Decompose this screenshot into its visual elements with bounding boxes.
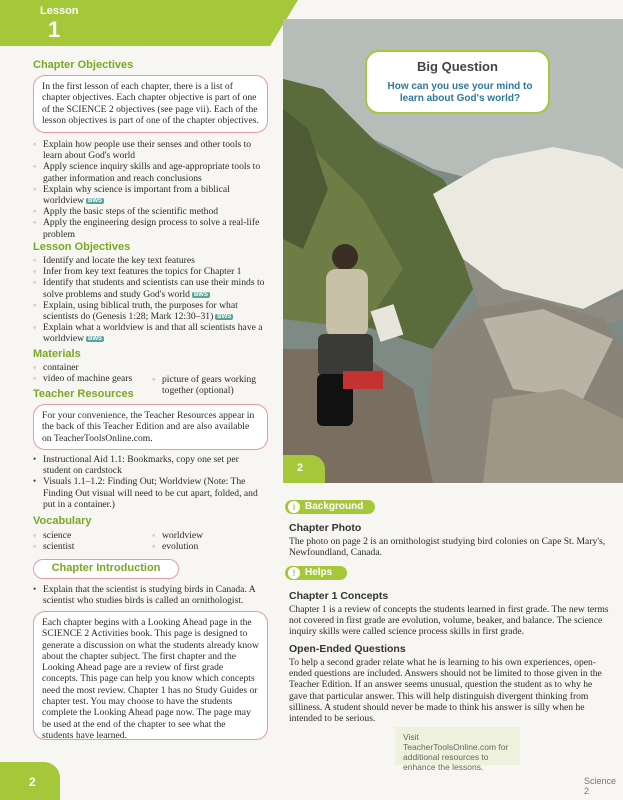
list-item: ◦ Explain, using biblical truth, the purposes for what scientists do (Genesis 1:28; Mark 12:30–31) BWS bbox=[33, 300, 268, 322]
bws-badge: BWS bbox=[217, 314, 232, 321]
list-item: ◦ Apply science inquiry skills and age-appropriate tools to gather information and reach conclusions bbox=[33, 161, 268, 183]
chapter-intro-list bbox=[33, 584, 268, 606]
chapter-objectives-heading: Chapter Objectives bbox=[33, 59, 134, 71]
open-ended-heading: Open-Ended Questions bbox=[289, 643, 406, 655]
list-item: ◦ video of machine gears bbox=[33, 373, 148, 384]
warning-icon: ! bbox=[288, 567, 300, 579]
list-item: ◦ picture of gears working together (optional) bbox=[152, 374, 267, 396]
chapter-objectives-list bbox=[33, 139, 268, 240]
list-item: ◦ Explain what a worldview is and that all scientists have a worldview BWS bbox=[33, 322, 268, 344]
vocabulary-heading: Vocabulary bbox=[33, 515, 92, 527]
materials-list-col2 bbox=[152, 374, 267, 396]
page-number: 2 bbox=[29, 775, 36, 789]
photo-page-tab bbox=[283, 455, 325, 483]
list-item: • Explain that the scientist is studying birds in Canada. A scientist who studies birds is called an ornithologist. bbox=[33, 584, 268, 606]
list-item: ◦ science bbox=[33, 530, 143, 541]
photo-page-number: 2 bbox=[297, 462, 304, 474]
lesson-objectives-heading: Lesson Objectives bbox=[33, 241, 131, 253]
big-question-title: Big Question bbox=[417, 59, 498, 74]
chapter-concepts-heading: Chapter 1 Concepts bbox=[289, 590, 389, 602]
list-item: ◦ worldview bbox=[152, 530, 262, 541]
materials-heading: Materials bbox=[33, 348, 81, 360]
chapter-concepts-text: Chapter 1 is a review of concepts the students learned in first grade. The new terms not covered in first grade are evolution, volume, beaker, and balance. The science inquiry skills were called science process skills in first grade. bbox=[289, 604, 609, 638]
list-item: ◦ Explain why science is important from a biblical worldview BWS bbox=[33, 184, 268, 206]
book-title: Science 2 bbox=[584, 776, 617, 796]
teacher-resources-list bbox=[33, 454, 268, 510]
open-ended-text: To help a second grader relate what he is learning to his own experiences, open-ended questions are included. Answers should not be limited to those given in the Teacher Edition. If an answer seems unusual, question the student as to why he gave that particular answer. This will help distinguish divergent thinking from silliness. A student should never be made to think his answer is silly when he intended to be serious. bbox=[289, 657, 602, 725]
list-item: • Instructional Aid 1.1: Bookmarks, copy one set per student on cardstock bbox=[33, 454, 268, 476]
list-item: ◦ Infer from key text features the topics for Chapter 1 bbox=[33, 266, 268, 277]
lesson-objectives-list bbox=[33, 255, 268, 345]
materials-list bbox=[33, 362, 148, 384]
big-question-text: How can you use your mind to learn about God's world? bbox=[387, 81, 533, 104]
big-question-box bbox=[365, 50, 550, 114]
lesson-number: 1 bbox=[48, 17, 61, 42]
list-item: ◦ Identify that students and scientists can use their minds to solve problems and study God's world BWS bbox=[33, 277, 268, 299]
chapter-objectives-note: In the first lesson of each chapter, there is a list of chapter objectives. Each chapter objective is part of one of the SCIENCE 2 objectives (see page vii). Each of the lesson objectives is part of one of the chapter objectives. bbox=[33, 75, 268, 133]
list-item: ◦ container bbox=[33, 362, 148, 373]
lesson-tab bbox=[0, 0, 270, 46]
list-item: ◦ Apply the basic steps of the scientific method bbox=[33, 206, 268, 217]
list-item: ◦ evolution bbox=[152, 541, 262, 552]
info-icon: i bbox=[288, 501, 300, 513]
chapter-intro-note: Each chapter begins with a Looking Ahead page in the SCIENCE 2 Activities book. This page is designed to generate a discussion on what the students already know about the chapter subject. The first chapter and the Looking Ahead page are a review of first grade concepts. This page can help you know which concepts need the most review. Chapter 1 has no Study Guides or chapter test. You may choose to have the students complete the Looking Ahead page now. The page may be used at the end of the chapter to see what the students have learned. bbox=[33, 611, 268, 740]
background-label: i Background bbox=[285, 500, 375, 514]
chapter-photo-text: The photo on page 2 is an ornithologist studying bird colonies on Cape St. Mary's, Newfoundland, Canada. bbox=[289, 536, 606, 559]
lesson-label: Lesson bbox=[40, 5, 79, 17]
bws-badge: BWS bbox=[88, 198, 103, 205]
list-item: ◦ Apply the engineering design process to solve a real-life problem bbox=[33, 217, 268, 239]
footer-page-tab bbox=[0, 762, 60, 800]
chapter-introduction-heading: Chapter Introduction bbox=[33, 559, 179, 579]
list-item: ◦ scientist bbox=[33, 541, 143, 552]
list-item: ◦ Explain how people use their senses and other tools to learn about God's world bbox=[33, 139, 268, 161]
teacher-resources-heading: Teacher Resources bbox=[33, 388, 134, 400]
list-item: • Visuals 1.1–1.2: Finding Out; Worldview (Note: The Finding Out visual will need to be cut apart, folded, and put in a container.) bbox=[33, 476, 268, 510]
chapter-photo-heading: Chapter Photo bbox=[289, 522, 362, 534]
teacher-resources-note: For your convenience, the Teacher Resources appear in the back of this Teacher Edition and are also available on TeacherToolsOnline.com. bbox=[33, 404, 268, 450]
bws-badge: BWS bbox=[88, 336, 103, 343]
visit-box: Visit TeacherToolsOnline.com for additional resources to enhance the lessons. bbox=[395, 727, 520, 765]
list-item: ◦ Identify and locate the key text features bbox=[33, 255, 268, 266]
bws-badge: BWS bbox=[193, 291, 208, 298]
vocabulary-list-col2 bbox=[152, 530, 262, 552]
vocabulary-list bbox=[33, 530, 143, 552]
helps-label: ! Helps bbox=[285, 566, 347, 580]
